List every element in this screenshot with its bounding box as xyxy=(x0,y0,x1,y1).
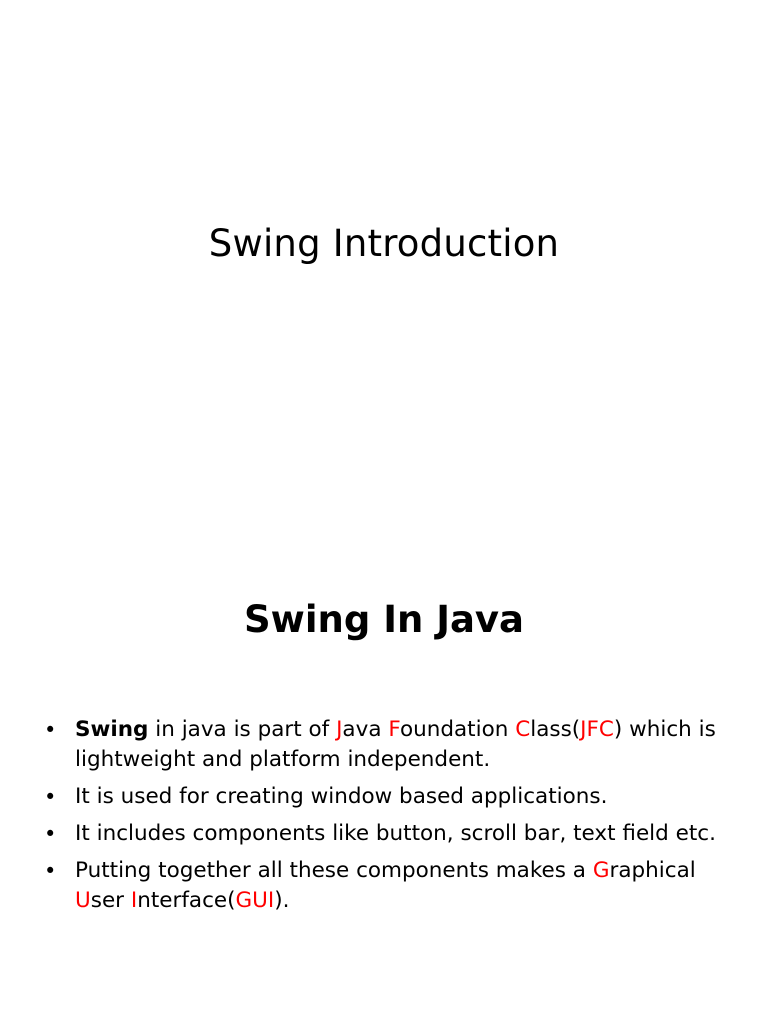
bullet-item xyxy=(44,819,734,849)
bullet-text-run: JFC xyxy=(580,717,614,742)
bullet-text-run: Swing xyxy=(75,717,149,742)
bullet-list xyxy=(44,715,734,923)
bullet-text-run: I xyxy=(130,888,138,913)
bullet-text-run: GUI xyxy=(235,888,275,913)
bullet-text-run: It includes components like button, scroll bar, text field etc. xyxy=(75,821,716,846)
bullet-icon: • xyxy=(44,822,57,846)
slide-2-title: Swing In Java xyxy=(243,598,525,641)
bullet-text-run: raphical xyxy=(609,858,696,883)
bullet-text-run: J xyxy=(336,717,343,742)
bullet-text-run: ser xyxy=(90,888,131,913)
bullet-text-run: F xyxy=(388,717,400,742)
bullet-text-run: lass( xyxy=(530,717,581,742)
bullet-item xyxy=(44,856,734,916)
bullet-text-run: ). xyxy=(274,888,290,913)
bullet-text-run: C xyxy=(515,717,531,742)
slide-1-title: Swing Introduction xyxy=(208,222,560,265)
slide-2 xyxy=(0,512,768,1024)
bullet-text-run: oundation xyxy=(399,717,516,742)
bullet-text-run: ava xyxy=(342,717,389,742)
bullet-item xyxy=(44,782,734,812)
bullet-text-run: It is used for creating window based applications. xyxy=(75,784,608,809)
bullet-text-run: ) which is lightweight and platform independent. xyxy=(75,717,716,772)
bullet-icon: • xyxy=(44,859,57,883)
bullet-icon: • xyxy=(44,785,57,809)
bullet-text-run: nterface( xyxy=(137,888,236,913)
bullet-item xyxy=(44,715,734,775)
bullet-icon: • xyxy=(44,718,57,742)
bullet-text-run: G xyxy=(592,858,610,883)
bullet-text-run: U xyxy=(75,888,91,913)
bullet-text-run: in java is part of xyxy=(148,717,337,742)
bullet-text-run: Putting together all these components makes a xyxy=(75,858,593,883)
